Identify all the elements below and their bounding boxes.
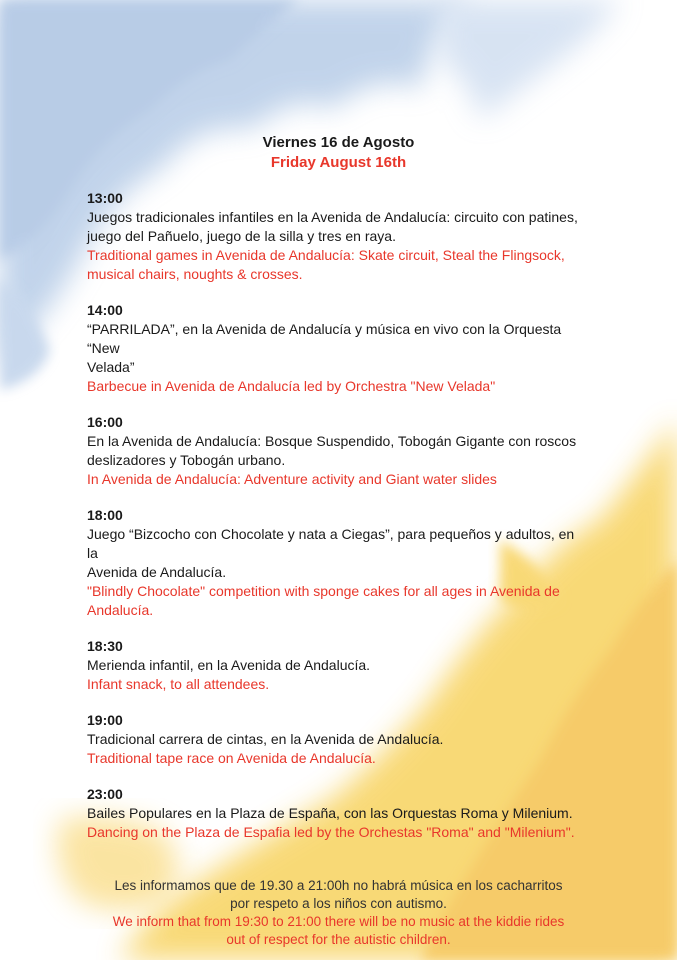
event-time: 23:00 bbox=[87, 786, 123, 802]
text-line: Traditional games in Avenida de Andalucía: Skate circuit, Steal the Flingsock, bbox=[87, 247, 565, 263]
event-description-es bbox=[87, 804, 587, 823]
text-line: Andalucía. bbox=[87, 602, 154, 618]
notice-text-en bbox=[0, 913, 677, 949]
text-line: "Blindly Chocolate" competition with sponge cakes for all ages in Avenida de bbox=[87, 583, 560, 599]
text-line: Traditional tape race on Avenida de Andalucía. bbox=[87, 750, 376, 766]
date-title-en: Friday August 16th bbox=[270, 154, 407, 171]
event-item bbox=[87, 301, 587, 396]
text-line: musical chairs, noughts & crosses. bbox=[87, 266, 303, 282]
event-time: 18:00 bbox=[87, 507, 123, 523]
text-line: Tradicional carrera de cintas, en la Avenida de Andalucía. bbox=[87, 731, 444, 747]
event-time: 16:00 bbox=[87, 414, 123, 430]
text-line: por respeto a los niños con autismo. bbox=[230, 896, 447, 911]
event-time: 13:00 bbox=[87, 190, 123, 206]
text-line: juego del Pañuelo, juego de la silla y tres en raya. bbox=[87, 228, 396, 244]
date-title-es: Viernes 16 de Agosto bbox=[262, 134, 415, 151]
event-item bbox=[87, 785, 587, 842]
event-description-es bbox=[87, 656, 587, 675]
date-heading bbox=[0, 133, 677, 173]
text-line: Avenida de Andalucía. bbox=[87, 564, 227, 580]
event-time: 19:00 bbox=[87, 712, 123, 728]
event-description-en bbox=[87, 675, 587, 694]
event-description-es bbox=[87, 432, 587, 470]
event-description-en bbox=[87, 246, 587, 284]
event-item bbox=[87, 189, 587, 284]
event-description-en bbox=[87, 470, 587, 489]
text-line: En la Avenida de Andalucía: Bosque Suspendido, Tobogán Gigante con roscos bbox=[87, 433, 577, 449]
event-item bbox=[87, 413, 587, 489]
text-line: Merienda infantil, en la Avenida de Andalucía. bbox=[87, 657, 371, 673]
text-line: “PARRILADA”, en la Avenida de Andalucía y música en vivo con la Orquesta “New bbox=[87, 321, 562, 356]
event-description-en bbox=[87, 377, 587, 396]
text-line: In Avenida de Andalucía: Adventure activity and Giant water slides bbox=[87, 471, 497, 487]
text-line: Infant snack, to all attendees. bbox=[87, 676, 270, 692]
text-line: Dancing on the Plaza de Espafia led by the Orchestas "Roma" and "Milenium". bbox=[87, 824, 575, 840]
event-description-es bbox=[87, 730, 587, 749]
event-description-es bbox=[87, 320, 587, 377]
text-line: Les informamos que de 19.30 a 21:00h no habrá música en los cacharritos bbox=[114, 878, 563, 893]
text-line: Bailes Populares en la Plaza de España, con las Orquestas Roma y Milenium. bbox=[87, 805, 573, 821]
event-description-en bbox=[87, 823, 587, 842]
event-time: 14:00 bbox=[87, 302, 123, 318]
event-item bbox=[87, 506, 587, 620]
event-time: 18:30 bbox=[87, 638, 123, 654]
event-description-en bbox=[87, 749, 587, 768]
text-line: Juegos tradicionales infantiles en la Avenida de Andalucía: circuito con patines, bbox=[87, 209, 578, 225]
text-line: Velada” bbox=[87, 359, 135, 375]
text-line: We inform that from 19:30 to 21:00 there will be no music at the kiddie rides bbox=[112, 914, 565, 929]
autism-notice bbox=[0, 877, 677, 949]
event-item bbox=[87, 637, 587, 694]
event-item bbox=[87, 711, 587, 768]
event-description-en bbox=[87, 582, 587, 620]
event-description-es bbox=[87, 525, 587, 582]
event-list bbox=[87, 189, 587, 859]
text-line: deslizadores y Tobogán urbano. bbox=[87, 452, 286, 468]
text-line: Barbecue in Avenida de Andalucía led by Orchestra "New Velada" bbox=[87, 378, 496, 394]
text-line: out of respect for the autistic children. bbox=[226, 932, 451, 947]
event-description-es bbox=[87, 208, 587, 246]
text-line: Juego “Bizcocho con Chocolate y nata a Ciegas”, para pequeños y adultos, en la bbox=[87, 526, 575, 561]
notice-text-es bbox=[0, 877, 677, 913]
